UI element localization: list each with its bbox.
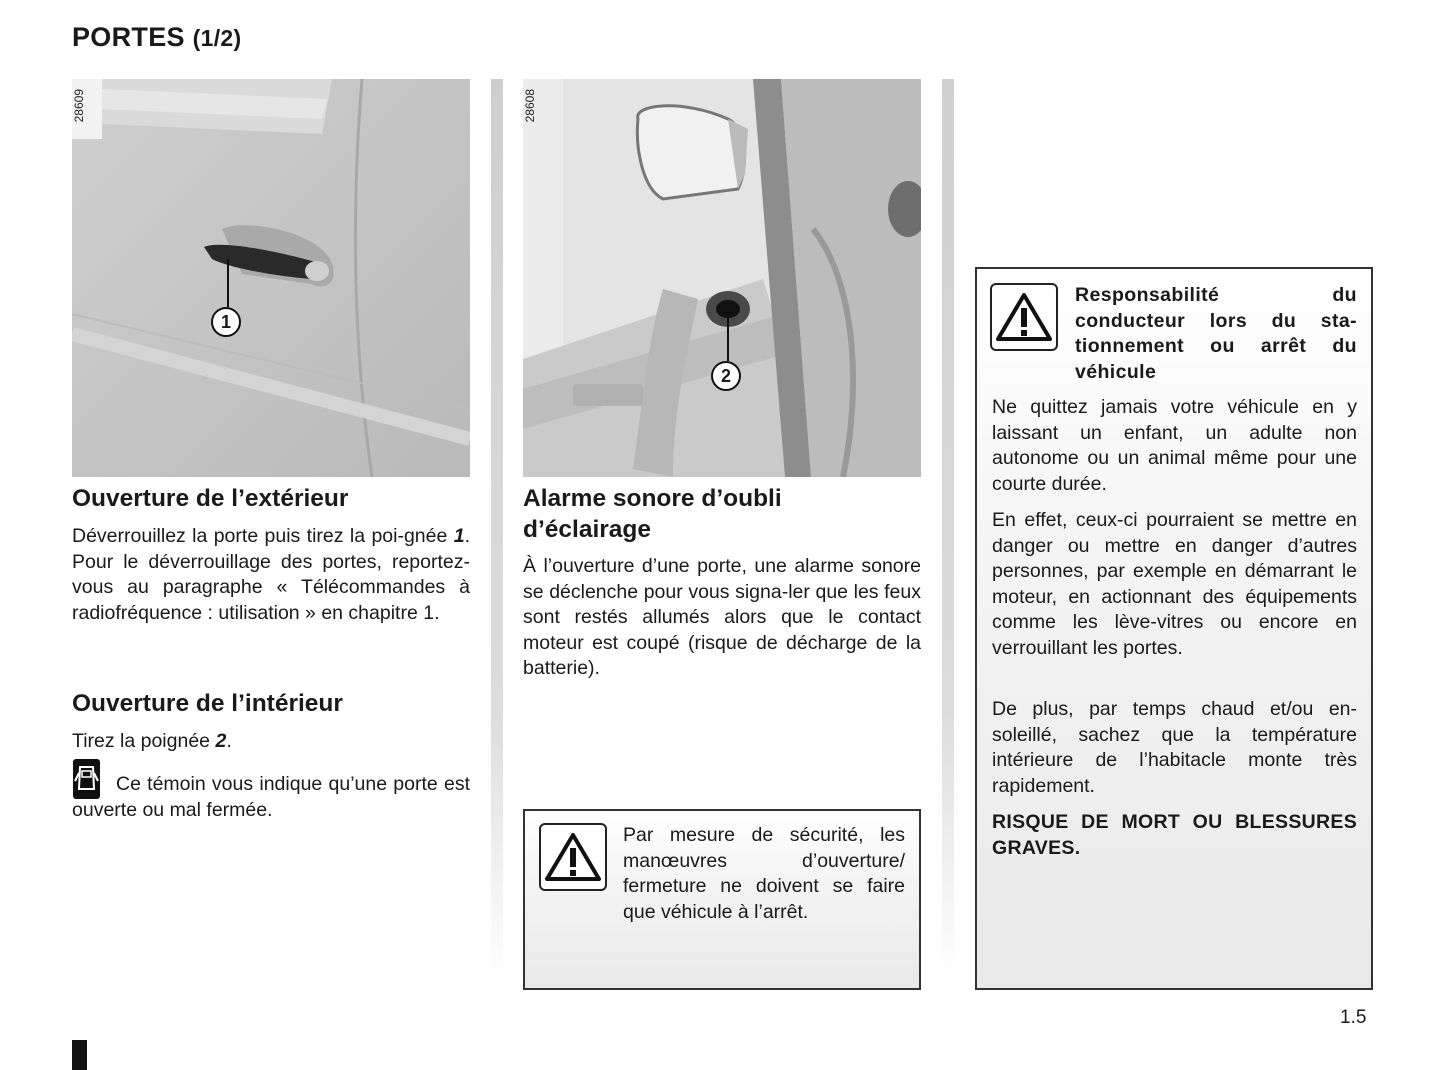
- section-text-interior-opening: [72, 729, 470, 755]
- callout-number: 2: [720, 366, 731, 386]
- reference-number: 1: [453, 525, 465, 547]
- warning-light-description: Ce témoin vous indique qu’une porte est ouverte ou mal fermée.: [72, 773, 470, 821]
- page-edge-marker: [72, 1040, 87, 1070]
- page-title-text: PORTES: [72, 22, 185, 52]
- safety-warning-box: [523, 809, 921, 990]
- interior-door-handle-photo: [523, 79, 921, 477]
- exterior-door-handle-photo: [72, 79, 470, 477]
- page-title-suffix: (1/2): [192, 25, 242, 51]
- driver-responsibility-warning-box: [975, 267, 1373, 990]
- text-fragment: .: [226, 730, 232, 752]
- page-title: [72, 22, 241, 53]
- column-separator: [491, 79, 503, 979]
- section-text-lighting-alarm: À l’ouverture d’une porte, une alarme sonore se déclenche pour vous signa-ler que les feux sont restés allumés alors que le contact moteur est coupé (risque de décharge de la batterie).: [523, 555, 921, 679]
- warning-paragraph-3: De plus, par temps chaud et/ou en-soleillé, sachez que la température intérieure de l’habitacle monte très rapidement.: [992, 698, 1357, 797]
- column-separator: [942, 79, 954, 979]
- warning-triangle-icon: [539, 823, 607, 891]
- section-title-exterior-opening: Ouverture de l’extérieur: [72, 485, 349, 512]
- text-fragment: Tirez la poignée: [72, 730, 216, 752]
- photo-reference-number: 28608: [523, 89, 537, 123]
- warning-paragraph-1: Ne quittez jamais votre véhicule en y laissant un enfant, un adulte non autonome ou un animal même pour une courte durée.: [992, 396, 1357, 495]
- text-fragment: Déverrouillez la porte puis tirez la poi-gnée: [72, 525, 454, 547]
- reference-number: 2: [215, 730, 227, 752]
- section-title-lighting-alarm: Alarme sonore d’oubli d’éclairage: [523, 485, 782, 543]
- text-fragment: . Pour le déverrouillage des portes, reportez-vous au paragraphe « Télécommandes à radiofréquence : utilisation » en chapitre 1.: [72, 525, 470, 624]
- callout-number: 1: [220, 312, 231, 332]
- warning-risk-statement: RISQUE DE MORT OU BLESSURES GRAVES.: [992, 811, 1357, 859]
- warning-paragraph-2: En effet, ceux-ci pourraient se mettre en danger ou mettre en danger d’autres personnes, par exemple en démarrant le moteur, en actionnant des équipements comme les lève-vitres ou encore en verrouillant les portes.: [992, 509, 1357, 659]
- warning-triangle-icon: [990, 283, 1058, 351]
- page-number: 1.5: [1340, 1007, 1367, 1028]
- callout-marker-2: [711, 361, 741, 391]
- callout-marker-1: [211, 307, 241, 337]
- safety-warning-text: Par mesure de sécurité, les manœuvres d’ouverture/ fermeture ne doivent se faire que véhicule à l’arrêt.: [623, 824, 905, 923]
- warning-title: Responsabilité du conducteur lors du sta-tionnement ou arrêt du véhicule: [1075, 284, 1357, 383]
- section-title-interior-opening: Ouverture de l’intérieur: [72, 690, 343, 717]
- section-text-exterior-opening: [72, 524, 470, 626]
- photo-reference-number: 28609: [72, 89, 86, 123]
